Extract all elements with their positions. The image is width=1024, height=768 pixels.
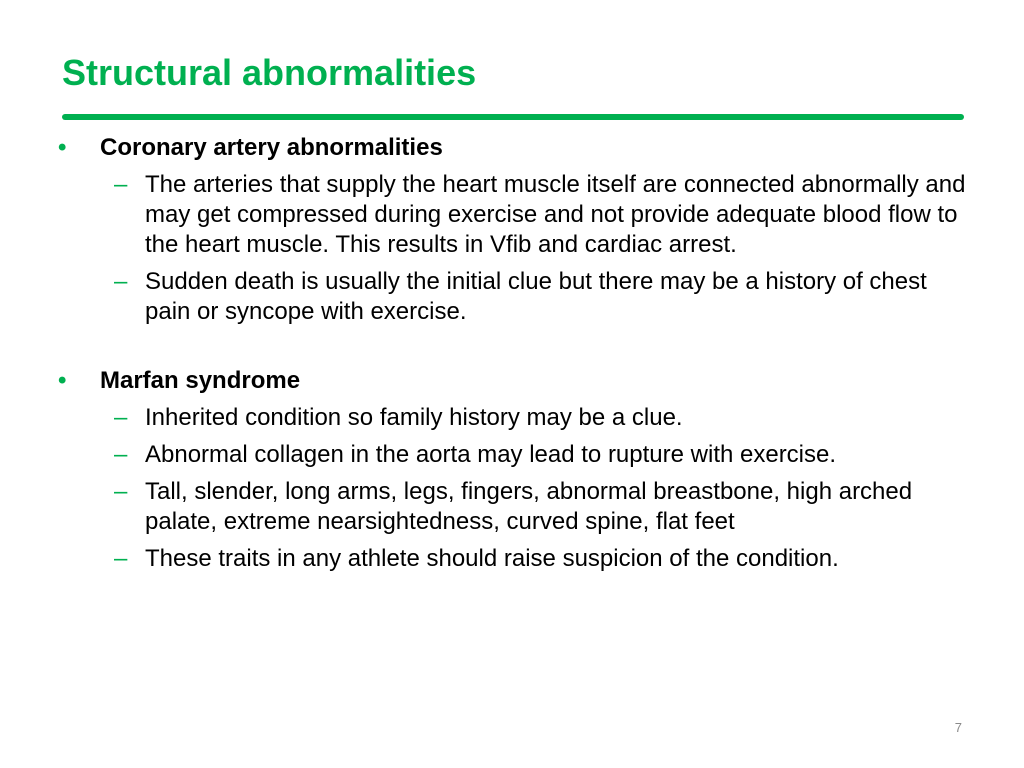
page-number: 7 — [954, 720, 962, 735]
bullet-coronary-artery-abnormalities — [58, 133, 968, 163]
dash-icon: – — [114, 171, 128, 198]
dash-icon: – — [114, 441, 128, 468]
subpoint-text: Tall, slender, long arms, legs, fingers, abnormal breastbone, high arched palate, extreme nearsightedness, curved spine, flat feet — [145, 478, 913, 535]
subpoint — [58, 403, 968, 433]
slide-content — [58, 133, 968, 574]
subpoint-text: Inherited condition so family history may be a clue. — [145, 404, 683, 431]
subpoint — [58, 440, 968, 470]
dash-icon: – — [114, 268, 128, 295]
bullet-heading: Marfan syndrome — [100, 367, 301, 394]
subpoint-text: Sudden death is usually the initial clue but there may be a history of chest pain or syncope with exercise. — [145, 268, 927, 325]
title-underline — [62, 114, 964, 120]
bullet-marfan-syndrome — [58, 366, 968, 396]
subpoint — [58, 477, 968, 537]
subpoint — [58, 267, 968, 327]
slide-title: Structural abnormalities — [62, 52, 477, 93]
subpoint-text: The arteries that supply the heart muscle itself are connected abnormally and may get compressed during exercise and not provide adequate blood flow to the heart muscle. This results in Vfib and cardiac arrest. — [145, 171, 966, 258]
bullet-icon: • — [58, 367, 67, 394]
dash-icon: – — [114, 545, 128, 572]
subpoint — [58, 170, 968, 260]
dash-icon: – — [114, 404, 128, 431]
bullet-heading: Coronary artery abnormalities — [100, 134, 443, 161]
group-spacer — [58, 327, 968, 366]
subpoint-text: These traits in any athlete should raise suspicion of the condition. — [145, 545, 839, 572]
subpoint-text: Abnormal collagen in the aorta may lead to rupture with exercise. — [145, 441, 837, 468]
subpoint — [58, 544, 968, 574]
dash-icon: – — [114, 478, 128, 505]
bullet-icon: • — [58, 134, 67, 161]
